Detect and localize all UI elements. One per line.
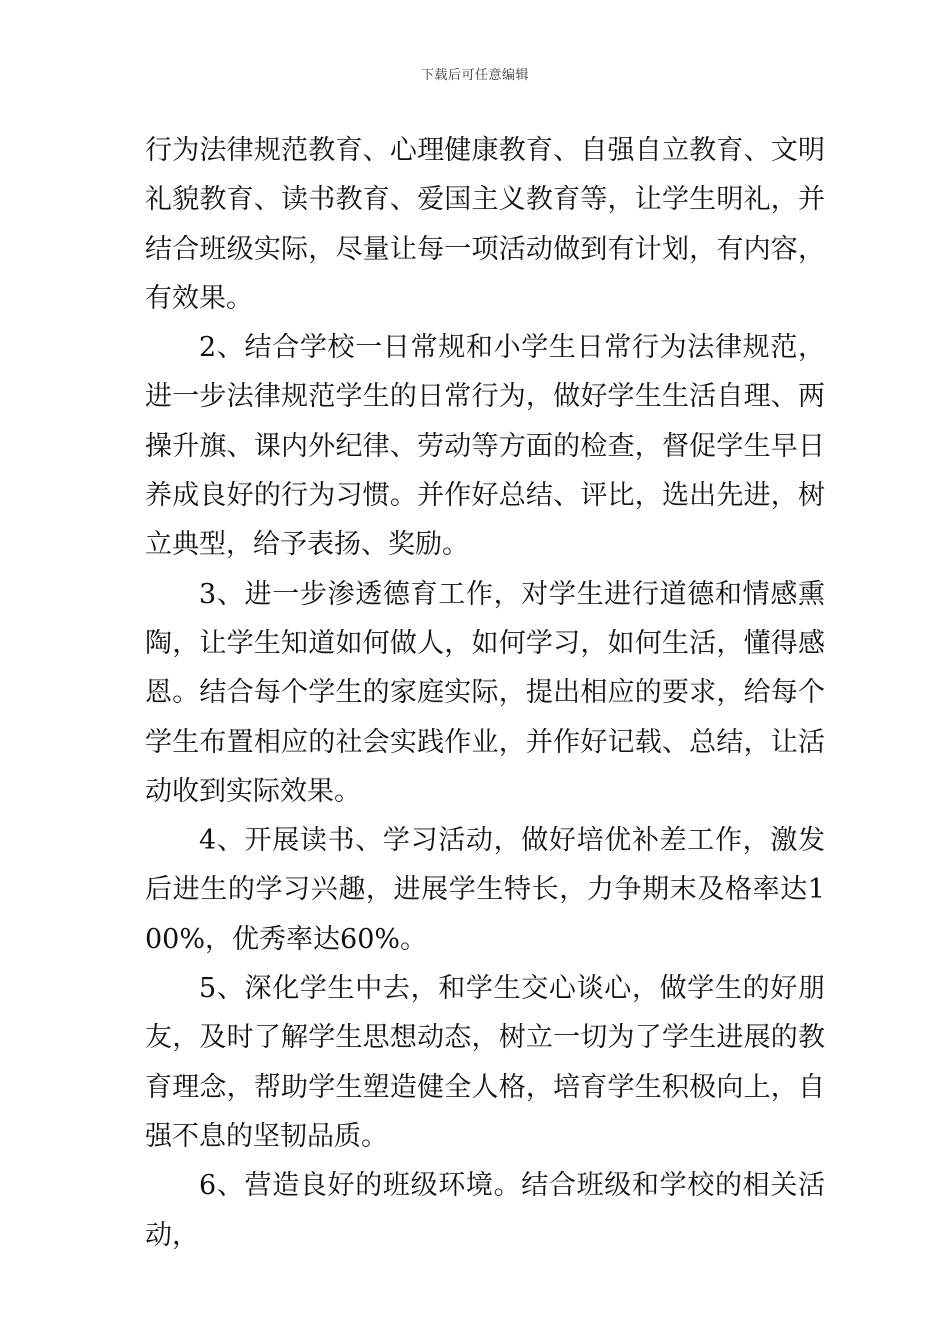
paragraph-6: 6、营造良好的班级环境。结合班级和学校的相关活动， [145,1170,825,1251]
paragraph-5: 5、深化学生中去，和学生交心谈心，做学生的好朋友，及时了解学生思想动态，树立一切为了学生进展的教育理念，帮助学生塑造健全人格，培育学生积极向上，自强不息的坚韧品质。 [145,973,825,1152]
paragraph-4: 4、开展读书、学习活动，做好培优补差工作，激发后进生的学习兴趣，进展学生特长，力争期末及格率达100%，优秀率达60%。 [145,825,825,955]
page-header: 下载后可任意编辑 [420,68,529,83]
paragraph-3: 3、进一步渗透德育工作，对学生进行道德和情感熏陶，让学生知道如何做人，如何学习，如何生活，懂得感恩。结合每个学生的家庭实际，提出相应的要求，给每个学生布置相应的社会实践作业，并作好记载、总结，让活动收到实际效果。 [145,578,825,807]
paragraph-2: 2、结合学校一日常规和小学生日常行为法律规范，进一步法律规范学生的日常行为，做好学生生活自理、两操升旗、课内外纪律、劳动等方面的检查，督促学生早日养成良好的行为习惯。并作好总结、评比，选出先进，树立典型，给予表扬、奖励。 [145,332,825,561]
document-body [145,126,825,1260]
paragraph-1: 行为法律规范教育、心理健康教育、自强自立教育、文明礼貌教育、读书教育、爱国主义教育等，让学生明礼，并结合班级实际，尽量让每一项活动做到有计划，有内容，有效果。 [145,135,825,314]
